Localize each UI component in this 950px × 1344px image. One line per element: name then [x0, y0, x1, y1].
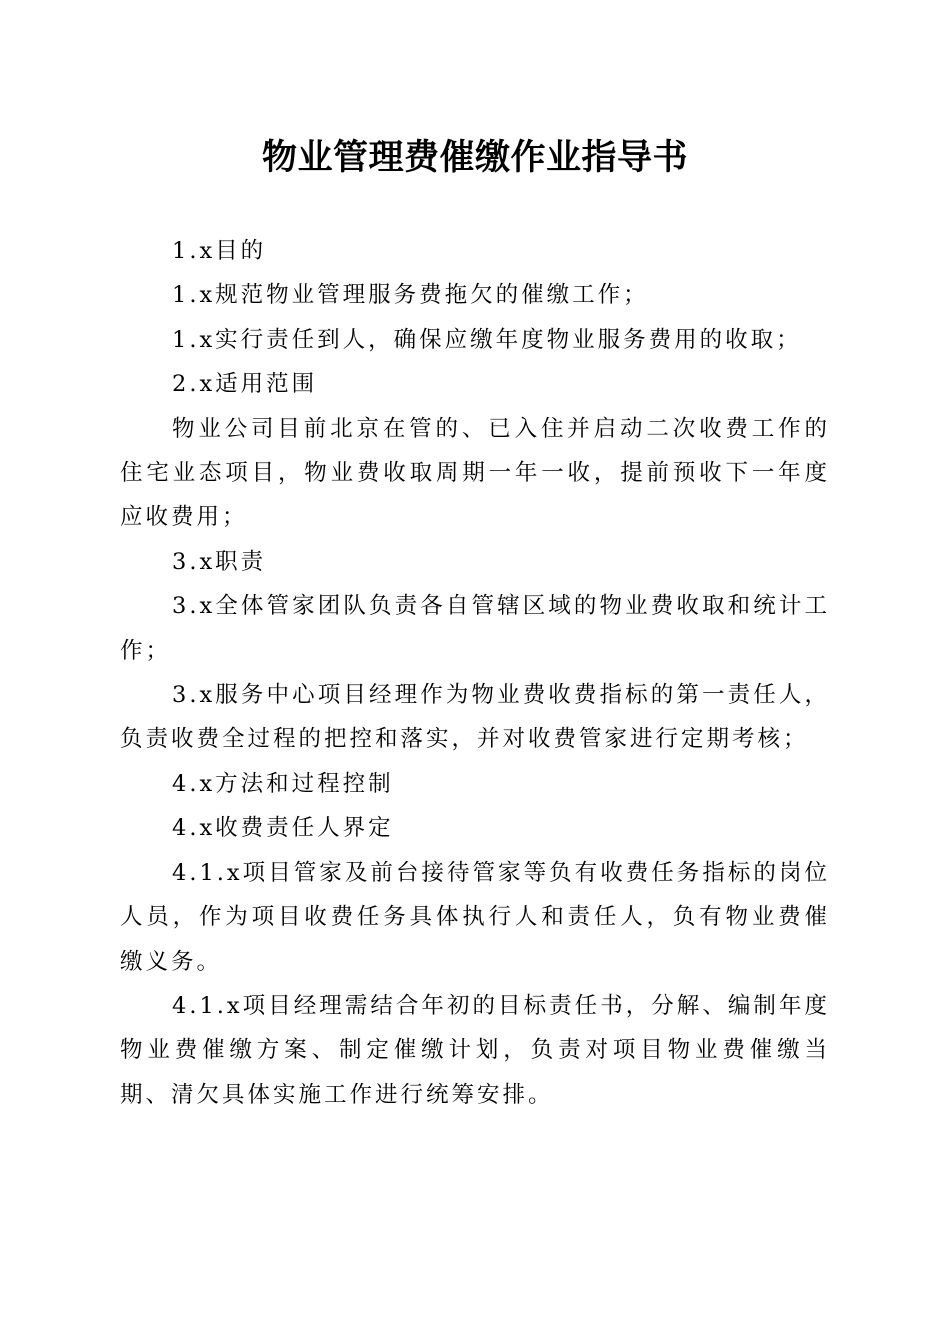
document-body	[120, 229, 830, 1117]
paragraph-method-subheading: 4.x收费责任人界定	[172, 815, 394, 842]
paragraph-method-heading: 4.x方法和过程控制	[172, 770, 394, 797]
paragraph-purpose-heading: 1.x目的	[172, 238, 267, 264]
paragraph-purpose-item: 1.x规范物业管理服务费拖欠的催缴工作；	[172, 282, 649, 309]
paragraph-method-item: 4.1.x项目管家及前台接待管家等负有收费任务指标的岗位人员，作为项目收费任务具体执行人和责任人，负有物业费催缴义务。	[120, 859, 830, 975]
paragraph-scope-heading: 2.x适用范围	[172, 371, 318, 398]
paragraph-duties-heading: 3.x职责	[172, 548, 267, 575]
paragraph-scope-text: 物业公司目前北京在管的、已入住并启动二次收费工作的住宅业态项目，物业费收取周期一年一收，提前预收下一年度应收费用；	[120, 415, 830, 531]
paragraph-purpose-item: 1.x实行责任到人，确保应缴年度物业服务费用的收取；	[172, 326, 802, 353]
document-title: 物业管理费催缴作业指导书	[261, 138, 688, 178]
paragraph-duties-item: 3.x服务中心项目经理作为物业费收费指标的第一责任人，负责收费全过程的把控和落实，并对收费管家进行定期考核；	[120, 682, 830, 753]
paragraph-duties-item: 3.x全体管家团队负责各自管辖区域的物业费收取和统计工作；	[120, 593, 830, 664]
paragraph-method-item: 4.1.x项目经理需结合年初的目标责任书，分解、编制年度物业费催缴方案、制定催缴计划，负责对项目物业费催缴当期、清欠具体实施工作进行统筹安排。	[120, 992, 830, 1108]
